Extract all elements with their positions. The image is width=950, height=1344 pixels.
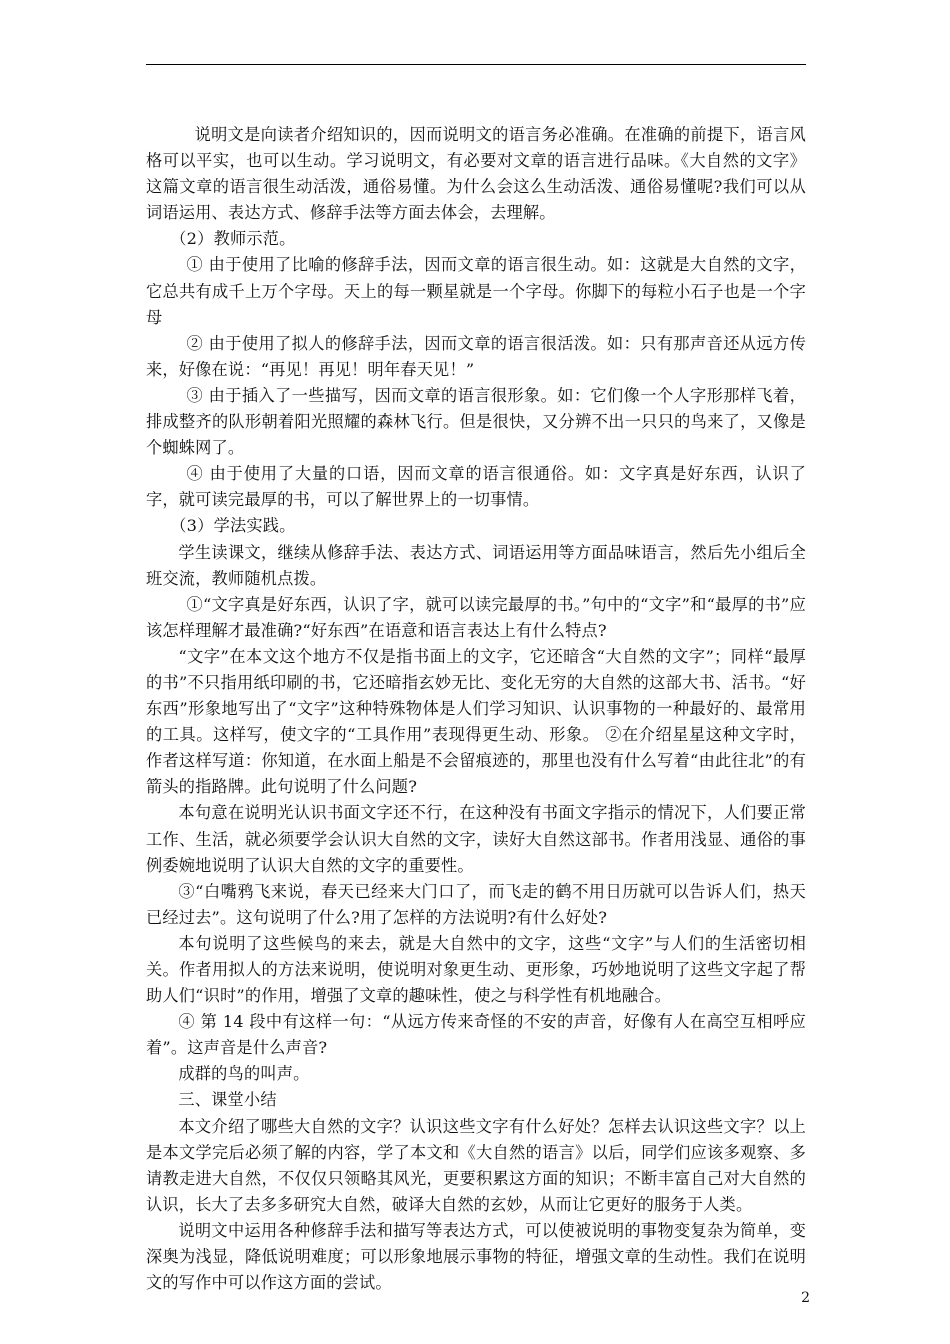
paragraph: ③“白嘴鸦飞来说，春天已经来大门口了，而飞走的鹤不用日历就可以告诉人们，热天已经过去”。这句说明了什么?用了怎样的方法说明?有什么好处? (146, 881, 806, 927)
paragraph: ② 由于使用了拟人的修辞手法，因而文章的语言很活泼。如：只有那声音还从远方传来，好像在说：“再见！再见！明年春天见！” (146, 333, 806, 379)
paragraph: 本句意在说明光认识书面文字还不行，在这种没有书面文字指示的情况下，人们要正常工作、生活，就必须要学会认识大自然的文字，读好大自然这部书。作者用浅显、通俗的事例委婉地说明了认识大自然的文字的重要性。 (146, 803, 806, 875)
paragraph: ① 由于使用了比喻的修辞手法，因而文章的语言很生动。如：这就是大自然的文字，它总共有成千上万个字母。天上的每一颗星就是一个字母。你脚下的每粒小石子也是一个字母 (146, 255, 806, 327)
section-heading: 三、课堂小结 (178, 1090, 277, 1110)
paragraph: 说明文是向读者介绍知识的，因而说明文的语言务必准确。在准确的前提下，语言风格可以平实，也可以生动。学习说明文，有必要对文章的语言进行品味。《大自然的文字》这篇文章的语言很生动活泼，通俗易懂。为什么会这么生动活泼、通俗易懂呢?我们可以从词语运用、表达方式、修辞手法等方面去体会，去理解。 (146, 125, 806, 223)
paragraph: 成群的鸟的叫声。 (178, 1064, 310, 1084)
paragraph: “文字”在本文这个地方不仅是指书面上的文字，它还暗含“大自然的文字”；同样“最厚的书”不只指用纸印刷的书，它还暗指玄妙无比、变化无穷的大自然的这部大书、活书。“好东西”形象地写出了“文字”这种特殊物体是人们学习知识、认识事物的一种最好的、最常用的工具。这样写，使文字的“工具作用”表现得更生动、形象。 ②在介绍星星这种文字时，作者这样写道：你知道，在水面上船是不会留痕迹的，那里也没有什么写着“由此往北”的有箭头的指路牌。此句说明了什么问题? (146, 646, 806, 797)
paragraph: 说明文中运用各种修辞手法和描写等表达方式，可以使被说明的事物变复杂为简单，变深奥为浅显，降低说明难度；可以形象地展示事物的特征，增强文章的生动性。我们在说明文的写作中可以作这方面的尝试。 (146, 1220, 806, 1293)
paragraph: ③ 由于插入了一些描写，因而文章的语言很形象。如：它们像一个人字形那样飞着，排成整齐的队形朝着阳光照耀的森林飞行。但是很快，又分辨不出一只只的鸟来了，又像是个蜘蛛网了。 (146, 385, 806, 458)
paragraph: （2）教师示范。 (170, 229, 296, 249)
header-rule (146, 64, 806, 65)
paragraph: 本句说明了这些候鸟的来去，就是大自然中的文字，这些“文字”与人们的生活密切相关。作者用拟人的方法来说明，使说明对象更生动、更形象，巧妙地说明了这些文字起了帮助人们“识时”的作用，增强了文章的趣味性，使之与科学性有机地融合。 (146, 933, 806, 1006)
page-number: 2 (801, 1290, 810, 1306)
paragraph: （3）学法实践。 (170, 516, 296, 536)
paragraph: ①“文字真是好东西，认识了字，就可以读完最厚的书。”句中的“文字”和“最厚的书”应该怎样理解才最准确?“好东西”在语意和语言表达上有什么特点? (146, 594, 806, 640)
paragraph: 学生读课文，继续从修辞手法、表达方式、词语运用等方面品味语言，然后先小组后全班交流，教师随机点拨。 (146, 542, 806, 588)
paragraph: ④ 第 14 段中有这样一句：“从远方传来奇怪的不安的声音，好像有人在高空互相呼应着”。这声音是什么声音? (146, 1012, 806, 1058)
paragraph: 本文介绍了哪些大自然的文字？认识这些文字有什么好处？怎样去认识这些文字？以上是本文学完后必须了解的内容，学了本文和《大自然的语言》以后，同学们应该多观察、多请教走进大自然，不仅仅只领略其风光，更要积累这方面的知识；不断丰富自己对大自然的认识，长大了去多多研究大自然，破译大自然的玄妙，从而让它更好的服务于人类。 (146, 1116, 806, 1214)
paragraph: ④ 由于使用了大量的口语，因而文章的语言很通俗。如：文字真是好东西，认识了字，就可读完最厚的书，可以了解世界上的一切事情。 (146, 464, 806, 510)
document-body (146, 122, 806, 1296)
